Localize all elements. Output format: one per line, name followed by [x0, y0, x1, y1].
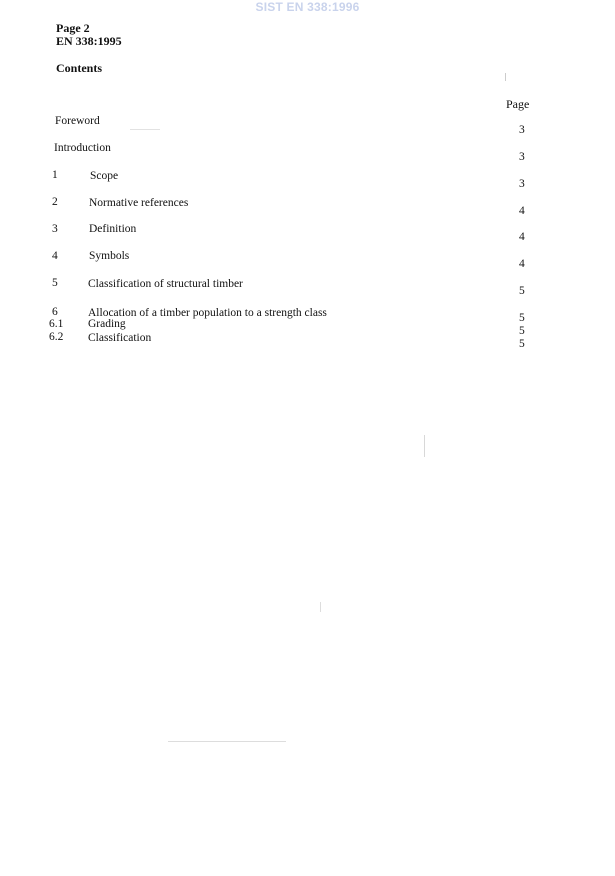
scan-speck	[320, 602, 321, 612]
toc-entry-title: Definition	[89, 223, 137, 235]
toc-entry-number: 4	[52, 250, 58, 262]
toc-entry-page: 4	[519, 205, 525, 217]
scan-speck	[130, 129, 160, 130]
toc-entry-page: 3	[519, 178, 525, 190]
toc-entry-number: 2	[52, 196, 58, 208]
toc-entry-number: 3	[52, 223, 58, 235]
toc-entry-title: Allocation of a timber population to a strength class	[88, 307, 327, 319]
toc-entry-page: 3	[519, 124, 525, 136]
toc-entry-title: Classification of structural timber	[88, 278, 243, 290]
toc-entry-number: 6.2	[49, 331, 64, 343]
scan-speck	[424, 435, 425, 457]
toc-entry-page: 5	[519, 285, 525, 297]
toc-entry-page: 3	[519, 151, 525, 163]
scan-speck	[505, 73, 506, 81]
standard-id-header: EN 338:1995	[56, 34, 122, 48]
toc-entry-number: 6.1	[49, 318, 64, 330]
toc-entry-title: Classification	[88, 332, 152, 344]
toc-entry-title: Symbols	[89, 250, 130, 262]
page-column-label: Page	[506, 97, 530, 111]
toc-entry-number: 6	[52, 306, 58, 318]
toc-entry-page: 4	[519, 231, 525, 243]
toc-entry-page: 4	[519, 258, 525, 270]
toc-entry-title: Grading	[88, 318, 126, 330]
toc-entry-number: 1	[52, 169, 58, 181]
toc-entry-number: 5	[52, 277, 58, 289]
toc-entry-page: 5	[519, 338, 525, 350]
toc-entry-page: 5	[519, 325, 525, 337]
toc-entry-title: Scope	[90, 170, 119, 182]
page-number-header: Page 2	[56, 21, 90, 35]
contents-heading: Contents	[56, 61, 103, 75]
scan-speck	[168, 741, 286, 742]
watermark: SIST EN 338:1996	[255, 0, 360, 14]
toc-entry-title: Normative references	[89, 197, 189, 209]
toc-entry-title: Foreword	[55, 115, 100, 127]
toc-entry-page: 5	[519, 312, 525, 324]
toc-entry-title: Introduction	[54, 142, 111, 154]
